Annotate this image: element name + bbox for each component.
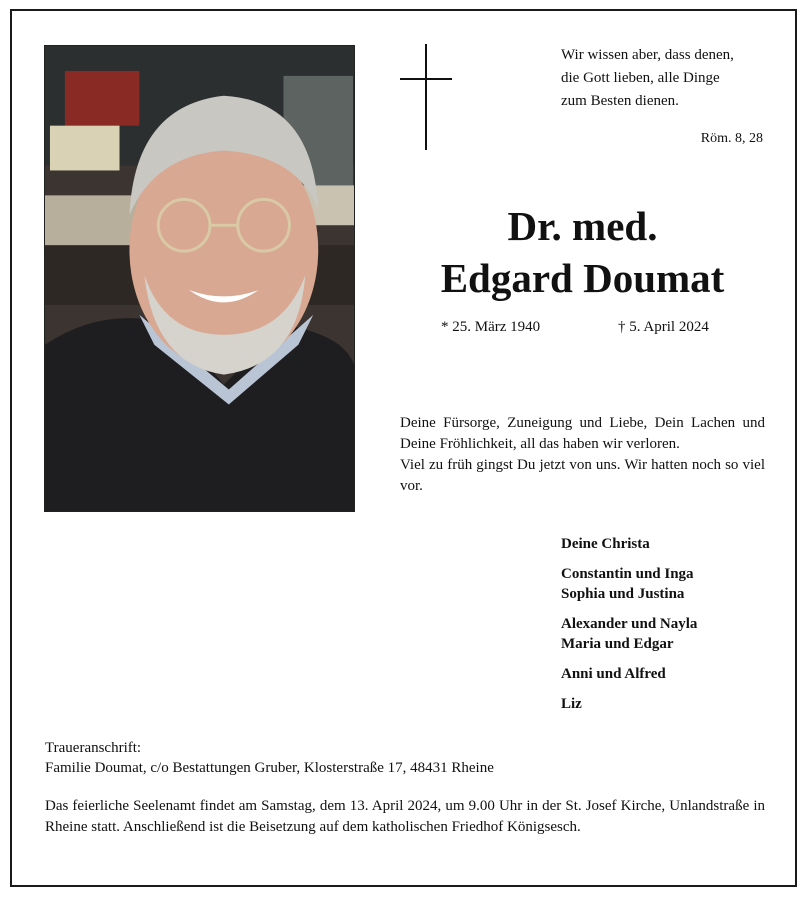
mourner-name: Sophia und Justina	[561, 586, 685, 602]
deceased-name: Edgard Doumat	[440, 255, 725, 301]
mourners-list	[561, 534, 776, 724]
mourner-name: Deine Christa	[561, 536, 650, 552]
mourner-name: Alexander und Nayla	[561, 616, 698, 632]
portrait-image	[45, 46, 354, 511]
mourner-group	[561, 534, 776, 554]
mourner-group	[561, 694, 776, 714]
verse-line: die Gott lieben, alle Dinge	[561, 70, 720, 86]
mourning-address	[45, 738, 765, 778]
mourner-group	[561, 614, 776, 654]
mourner-name: Anni und Alfred	[561, 666, 666, 682]
mourner-name: Liz	[561, 696, 582, 712]
address-label: Traueranschrift:	[45, 740, 142, 756]
mourner-group	[561, 564, 776, 604]
tribute-text	[400, 413, 765, 497]
deceased-title: Dr. med.	[507, 203, 658, 249]
mourner-name: Constantin und Inga	[561, 566, 694, 582]
address-text: Familie Doumat, c/o Bestattungen Gruber, Klosterstraße 17, 48431 Rheine	[45, 760, 494, 776]
tribute-paragraph: Deine Fürsorge, Zuneigung und Liebe, Dein Lachen und Deine Fröhlichkeit, all das haben wir verloren.	[400, 415, 765, 452]
death-date: † 5. April 2024	[618, 319, 709, 335]
cross-icon	[400, 44, 452, 150]
service-announcement: Das feierliche Seelenamt findet am Samstag, dem 13. April 2024, um 9.00 Uhr in der St. Josef Kirche, Unlandstraße in Rheine statt. Anschließend ist die Beisetzung auf dem katholischen Friedhof Königsesch.	[45, 798, 765, 835]
mourner-group	[561, 664, 776, 684]
bible-verse	[561, 44, 781, 113]
tribute-paragraph: Viel zu früh gingst Du jetzt von uns. Wir hatten noch so viel vor.	[400, 457, 765, 494]
verse-line: zum Besten dienen.	[561, 93, 679, 109]
birth-date: * 25. März 1940	[441, 319, 541, 335]
verse-line: Wir wissen aber, dass denen,	[561, 47, 734, 63]
verse-reference: Röm. 8, 28	[700, 131, 763, 146]
mourner-name: Maria und Edgar	[561, 636, 674, 652]
deceased-name-block	[400, 200, 765, 304]
portrait-photo	[44, 45, 355, 512]
